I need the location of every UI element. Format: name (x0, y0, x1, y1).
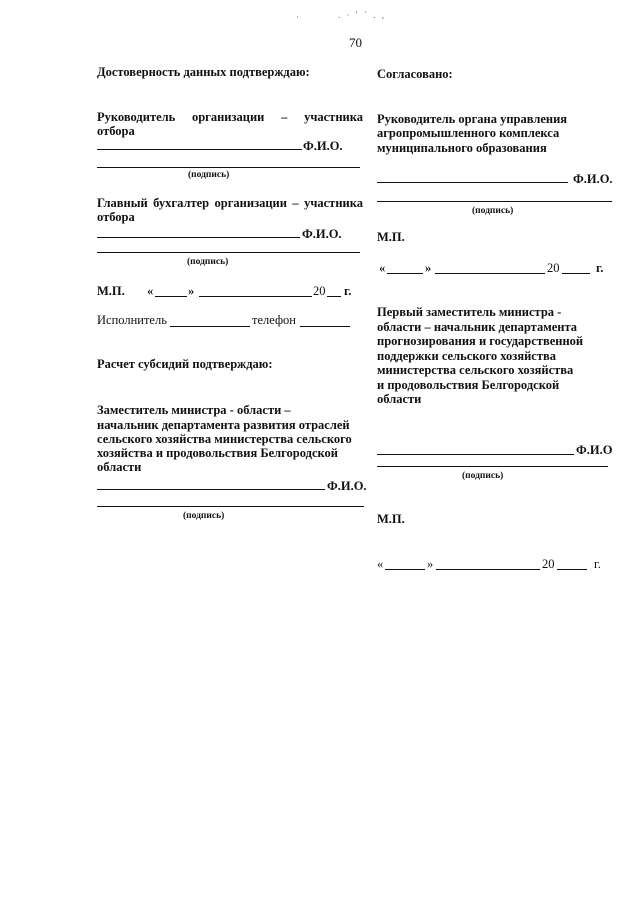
left-year-line (327, 296, 341, 297)
deputy-title-line4: хозяйства и продовольствия Белгородской (97, 446, 339, 460)
right-mp-label-2: М.П. (377, 512, 405, 526)
agro-signature-label: (подпись) (472, 206, 514, 216)
left-year-prefix: 20 (313, 284, 326, 298)
first-deputy-signature-line (377, 466, 608, 467)
right-date1-year-suffix: г. (596, 261, 604, 275)
right-date1-close: » (425, 261, 432, 275)
scan-artifact: · (296, 12, 301, 22)
chief-fio-line (97, 237, 300, 238)
right-mp-label-1: М.П. (377, 230, 405, 244)
page-number: 70 (349, 35, 362, 50)
head-title-line1: Руководитель организации – участника (97, 110, 363, 124)
right-date1-day-line (387, 273, 423, 274)
right-date2-year-line (557, 569, 587, 570)
deputy-title-line2: начальник департамента развития отраслей (97, 418, 350, 432)
deputy-title-line5: области (97, 460, 142, 474)
right-date1-month-line (435, 273, 545, 274)
head-signature-label: (подпись) (188, 170, 230, 180)
deputy-title-line3: сельского хозяйства министерства сельского (97, 432, 352, 446)
agro-title-line1: Руководитель органа управления (377, 112, 568, 126)
head-title-line2: отбора (97, 124, 135, 138)
chief-accountant-line1: Главный бухгалтер организации – участника (97, 196, 363, 210)
deputy-signature-label: (подпись) (183, 511, 225, 521)
right-date2-year-suffix: г. (594, 557, 601, 571)
head-fio-line (97, 149, 302, 150)
left-date-close: » (188, 284, 195, 298)
first-deputy-line6: и продовольствия Белгородской (377, 378, 560, 392)
first-deputy-line1: Первый заместитель министра - (377, 305, 562, 319)
first-deputy-fio-line (377, 454, 574, 455)
first-deputy-line7: области (377, 392, 422, 406)
executor-line (170, 326, 250, 327)
right-date2-month-line (436, 569, 540, 570)
chief-signature-line (97, 252, 360, 253)
agro-title-line2: агропромышленного комплекса (377, 126, 560, 140)
phone-label: телефон (252, 313, 296, 327)
right-date1-open: « (379, 261, 386, 275)
right-date1-year-line (562, 273, 590, 274)
left-mp-label: М.П. (97, 284, 125, 298)
right-date2-day-line (385, 569, 425, 570)
deputy-fio-label: Ф.И.О. (327, 479, 367, 493)
first-deputy-line4: поддержки сельского хозяйства (377, 349, 556, 363)
right-date1-year-prefix: 20 (547, 261, 560, 275)
agro-title-line3: муниципального образования (377, 141, 547, 155)
subsidy-heading: Расчет субсидий подтверждаю: (97, 357, 273, 371)
scan-artifact: . · ′ ˋ . , (338, 10, 386, 20)
deputy-signature-line (97, 506, 364, 507)
chief-signature-label: (подпись) (187, 257, 229, 267)
executor-label: Исполнитель (97, 313, 167, 327)
first-deputy-line5: министерства сельского хозяйства (377, 363, 574, 377)
phone-line (300, 326, 350, 327)
left-date-day-line (155, 296, 187, 297)
chief-accountant-line2: отбора (97, 210, 135, 224)
deputy-fio-line (97, 489, 325, 490)
left-date-month-line (199, 296, 312, 297)
chief-fio-label: Ф.И.О. (302, 227, 342, 241)
left-date-open: « (147, 284, 154, 298)
first-deputy-signature-label: (подпись) (462, 471, 504, 481)
right-date2-close: » (427, 557, 434, 571)
agreed-heading: Согласовано: (377, 67, 453, 81)
agro-fio-line (377, 182, 568, 183)
head-fio-label: Ф.И.О. (303, 139, 343, 153)
confirm-heading: Достоверность данных подтверждаю: (97, 65, 310, 79)
right-date2-year-prefix: 20 (542, 557, 555, 571)
right-date2-open: « (377, 557, 384, 571)
first-deputy-line2: области – начальник департамента (377, 320, 578, 334)
agro-fio-label: Ф.И.О. (573, 172, 613, 186)
deputy-title-line1: Заместитель министра - области – (97, 403, 291, 417)
agro-signature-line (377, 201, 612, 202)
first-deputy-line3: прогнозирования и государственной (377, 334, 584, 348)
left-year-suffix: г. (344, 284, 352, 298)
first-deputy-fio-label: Ф.И.О (576, 443, 613, 457)
